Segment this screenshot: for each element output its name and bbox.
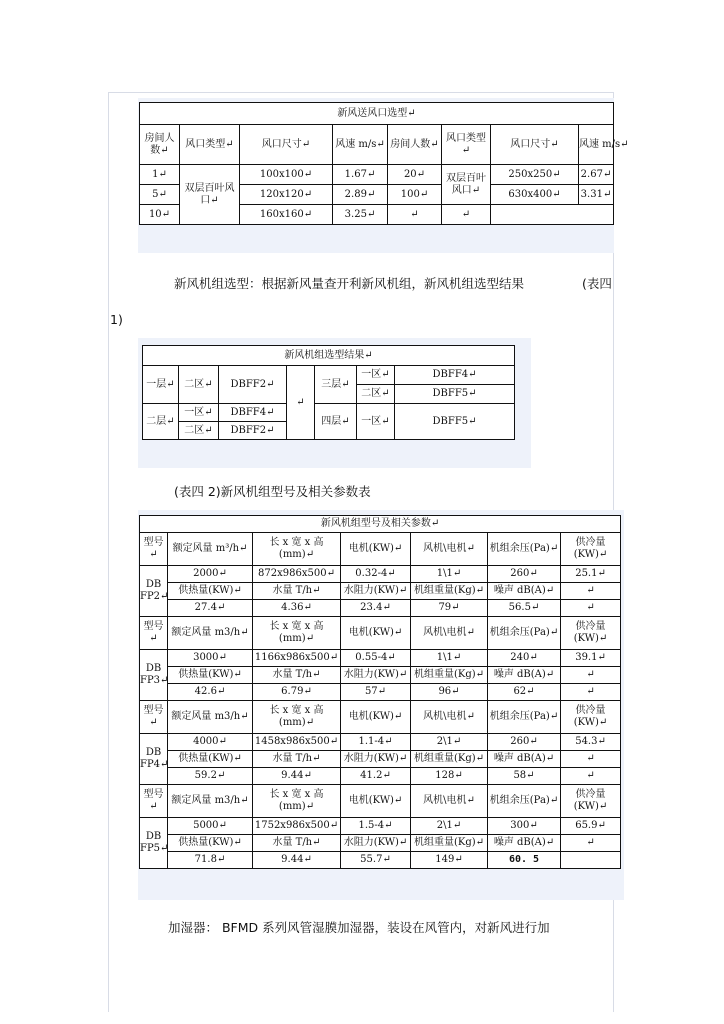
table3-cell: 2\1↵ — [411, 818, 488, 835]
table3-cell: 149↵ — [411, 852, 488, 869]
table3-subheader: 供热量(KW)↵ — [168, 835, 253, 852]
table3-header: 机组余压(Pa)↵ — [488, 533, 561, 566]
table3-subheader: ↵ — [561, 667, 621, 684]
table3-header: 型号↵ — [140, 533, 168, 566]
table3-cell: 42.6↵ — [168, 684, 253, 701]
table3-cell: 0.32-4↵ — [341, 566, 411, 583]
table2-title: 新风机组选型结果↵ — [143, 346, 515, 366]
table1-cell: 5↵ — [140, 185, 180, 205]
caption-table4-2: (表四 2)新风机组型号及相关参数表 — [174, 484, 371, 499]
table1 — [139, 102, 629, 225]
table2-zone: 二区↵ — [179, 422, 219, 440]
table1-cell: 3.31↵ — [579, 185, 614, 205]
table3-cell: ↵ — [561, 768, 621, 785]
table3-subheader: ↵ — [561, 583, 621, 600]
table3-header: 长 x 宽 x 高(mm)↵ — [253, 701, 341, 734]
table1-cell — [491, 205, 614, 225]
table3-header: 额定风量 m³/h↵ — [168, 533, 253, 566]
table3-model-name: DB FP5↵ — [140, 818, 168, 869]
table2-zone: 一区↵ — [357, 366, 395, 385]
table3-cell: 6.79↵ — [253, 684, 341, 701]
table3-header: 额定风量 m3/h↵ — [168, 701, 253, 734]
table1-type-left: 双层百叶风口↵ — [180, 165, 240, 225]
table3-header: 型号↵ — [140, 701, 168, 734]
table3-subheader: 噪声 dB(A)↵ — [488, 751, 561, 768]
table3-header: 风机\电机↵ — [411, 785, 488, 818]
table3-cell: 0.55-4↵ — [341, 650, 411, 667]
table3-cell: 60. 5 — [488, 852, 561, 869]
table3-subheader: 机组重量(Kg)↵ — [411, 583, 488, 600]
table2-floor: 一层↵ — [143, 366, 179, 404]
table3-header: 机组余压(Pa)↵ — [488, 701, 561, 734]
table3-cell: 240↵ — [488, 650, 561, 667]
table3-subheader: 供热量(KW)↵ — [168, 751, 253, 768]
table1-cell: 120x120↵ — [240, 185, 333, 205]
table3-header: 电机(KW)↵ — [341, 701, 411, 734]
table3-cell: 27.4↵ — [168, 600, 253, 617]
table3-header: 风机\电机↵ — [411, 533, 488, 566]
table1-cell: 1.67↵ — [333, 165, 388, 185]
table1-header: 风口类型↵ — [442, 125, 491, 165]
table3-cell: 2\1↵ — [411, 734, 488, 751]
table3-cell: 65.9↵ — [561, 818, 621, 835]
table3-header: 额定风量 m3/h↵ — [168, 617, 253, 650]
table3-cell: 260↵ — [488, 566, 561, 583]
table3-cell: 59.2↵ — [168, 768, 253, 785]
table3-cell: 128↵ — [411, 768, 488, 785]
table1-cell: 2.89↵ — [333, 185, 388, 205]
table3-cell: 872x986x500↵ — [253, 566, 341, 583]
table1-cell: 100↵ — [388, 185, 442, 205]
table3-header: 供冷量(KW)↵ — [561, 617, 621, 650]
table3-subheader: 水阻力(KW)↵ — [341, 583, 411, 600]
table1-cell: 250x250↵ — [491, 165, 579, 185]
table3-header: 型号↵ — [140, 617, 168, 650]
table3-subheader: 噪声 dB(A)↵ — [488, 583, 561, 600]
table1-cell: 2.67↵ — [579, 165, 614, 185]
table3-subheader: 噪声 dB(A)↵ — [488, 835, 561, 852]
table3-cell: 56.5↵ — [488, 600, 561, 617]
table2-unit: DBFF5↵ — [395, 385, 515, 404]
table1-cell: ↵ — [388, 205, 442, 225]
table2-zone: 二区↵ — [357, 385, 395, 404]
table3-subheader: ↵ — [561, 751, 621, 768]
table3-subheader: 水量 T/h↵ — [253, 667, 341, 684]
table3-subheader: 水量 T/h↵ — [253, 751, 341, 768]
table3-model-name: DB FP3↵ — [140, 650, 168, 701]
table3-subheader: 供热量(KW)↵ — [168, 667, 253, 684]
table3-cell: 1\1↵ — [411, 650, 488, 667]
table3 — [139, 515, 621, 869]
table3-subheader: 水量 T/h↵ — [253, 835, 341, 852]
table3-cell: 41.2↵ — [341, 768, 411, 785]
table2-mid-mark: ↵ — [287, 366, 315, 440]
table3-header: 电机(KW)↵ — [341, 533, 411, 566]
table3-header: 长 x 宽 x 高(mm)↵ — [253, 617, 341, 650]
table3-subheader: 水阻力(KW)↵ — [341, 835, 411, 852]
table3-cell: ↵ — [561, 600, 621, 617]
table1-cell: 10↵ — [140, 205, 180, 225]
table3-header: 供冷量(KW)↵ — [561, 785, 621, 818]
table3-cell: 79↵ — [411, 600, 488, 617]
table1-title: 新风送风口选型↵ — [140, 103, 614, 125]
table2-unit: DBFF2↵ — [219, 366, 287, 404]
table3-cell: 1166x986x500↵ — [253, 650, 341, 667]
table3-cell: 25.1↵ — [561, 566, 621, 583]
table3-header: 风机\电机↵ — [411, 617, 488, 650]
table2-zone: 一区↵ — [357, 404, 395, 440]
table2-unit: DBFF2↵ — [219, 422, 287, 440]
table3-header: 电机(KW)↵ — [341, 785, 411, 818]
table1-header: 房间人数↵ — [140, 125, 180, 165]
table2-unit: DBFF4↵ — [395, 366, 515, 385]
table1-header: 风口尺寸↵ — [240, 125, 333, 165]
table3-header: 机组余压(Pa)↵ — [488, 785, 561, 818]
table3-cell: 5000↵ — [168, 818, 253, 835]
paragraph-humidifier: 加湿器： BFMD 系列风管湿膜加湿器，装设在风管内，对新风进行加 — [168, 920, 550, 935]
table3-cell — [561, 852, 621, 869]
table1-cell: 3.25↵ — [333, 205, 388, 225]
paragraph-unit-selection: 新风机组选型：根据新风量查开利新风机组，新风机组选型结果 — [174, 276, 525, 291]
table3-cell: 58↵ — [488, 768, 561, 785]
table3-header: 额定风量 m3/h↵ — [168, 785, 253, 818]
table3-cell: 23.4↵ — [341, 600, 411, 617]
table3-cell: 9.44↵ — [253, 852, 341, 869]
table1-cell: 1↵ — [140, 165, 180, 185]
table2-zone: 一区↵ — [179, 404, 219, 422]
table3-cell: 54.3↵ — [561, 734, 621, 751]
table2-floor: 三层↵ — [315, 366, 357, 404]
table3-cell: 1.1-4↵ — [341, 734, 411, 751]
table2 — [142, 345, 515, 440]
table3-cell: 300↵ — [488, 818, 561, 835]
table3-cell: 260↵ — [488, 734, 561, 751]
table3-subheader: 机组重量(Kg)↵ — [411, 667, 488, 684]
table1-cell: 20↵ — [388, 165, 442, 185]
table3-header: 长 x 宽 x 高(mm)↵ — [253, 533, 341, 566]
table3-header: 长 x 宽 x 高(mm)↵ — [253, 785, 341, 818]
table3-title: 新风机组型号及相关参数↵ — [140, 516, 621, 533]
table3-header: 供冷量(KW)↵ — [561, 533, 621, 566]
table3-subheader: 水阻力(KW)↵ — [341, 751, 411, 768]
table1-header: 风速 m/s↵ — [579, 125, 614, 165]
table3-model-name: DB FP4↵ — [140, 734, 168, 785]
table1-header: 风速 m/s↵ — [333, 125, 388, 165]
table1-cell: 100x100↵ — [240, 165, 333, 185]
table1-cell: 630x400↵ — [491, 185, 579, 205]
table3-header: 供冷量(KW)↵ — [561, 701, 621, 734]
table3-header: 电机(KW)↵ — [341, 617, 411, 650]
table3-subheader: 机组重量(Kg)↵ — [411, 835, 488, 852]
table3-cell: 96↵ — [411, 684, 488, 701]
table3-subheader: 水阻力(KW)↵ — [341, 667, 411, 684]
table1-header: 风口类型↵ — [180, 125, 240, 165]
page-frame-left — [108, 92, 109, 1012]
table3-cell: 1\1↵ — [411, 566, 488, 583]
paragraph-table-ref-cont: 1) — [110, 312, 123, 327]
paragraph-table-ref: (表四 — [582, 276, 612, 291]
table3-cell: ↵ — [561, 684, 621, 701]
table3-header: 风机\电机↵ — [411, 701, 488, 734]
table3-subheader: 水量 T/h↵ — [253, 583, 341, 600]
table3-cell: 2000↵ — [168, 566, 253, 583]
table1-header: 房间人数↵ — [388, 125, 442, 165]
table3-cell: 62↵ — [488, 684, 561, 701]
table3-cell: 55.7↵ — [341, 852, 411, 869]
table3-cell: 1.5-4↵ — [341, 818, 411, 835]
table3-cell: 1752x986x500↵ — [253, 818, 341, 835]
table3-subheader: 噪声 dB(A)↵ — [488, 667, 561, 684]
table3-header: 机组余压(Pa)↵ — [488, 617, 561, 650]
table3-cell: 3000↵ — [168, 650, 253, 667]
table1-cell: ↵ — [442, 205, 491, 225]
page-frame-top — [108, 92, 614, 93]
table3-subheader: 供热量(KW)↵ — [168, 583, 253, 600]
table3-cell: 1458x986x500↵ — [253, 734, 341, 751]
table3-header: 型号↵ — [140, 785, 168, 818]
table2-zone: 二区↵ — [179, 366, 219, 404]
table2-floor: 二层↵ — [143, 404, 179, 440]
table1-header: 风口尺寸↵ — [491, 125, 579, 165]
table3-cell: 4000↵ — [168, 734, 253, 751]
table3-model-name: DB FP2↵ — [140, 566, 168, 617]
table3-cell: 4.36↵ — [253, 600, 341, 617]
table2-unit: DBFF4↵ — [219, 404, 287, 422]
table3-subheader: 机组重量(Kg)↵ — [411, 751, 488, 768]
table1-type-right: 双层百叶风口↵ — [442, 165, 491, 205]
table2-floor: 四层↵ — [315, 404, 357, 440]
table3-cell: 39.1↵ — [561, 650, 621, 667]
table3-cell: 71.8↵ — [168, 852, 253, 869]
table2-unit: DBFF5↵ — [395, 404, 515, 440]
table3-cell: 9.44↵ — [253, 768, 341, 785]
table1-cell: 160x160↵ — [240, 205, 333, 225]
table3-subheader: ↵ — [561, 835, 621, 852]
table3-cell: 57↵ — [341, 684, 411, 701]
